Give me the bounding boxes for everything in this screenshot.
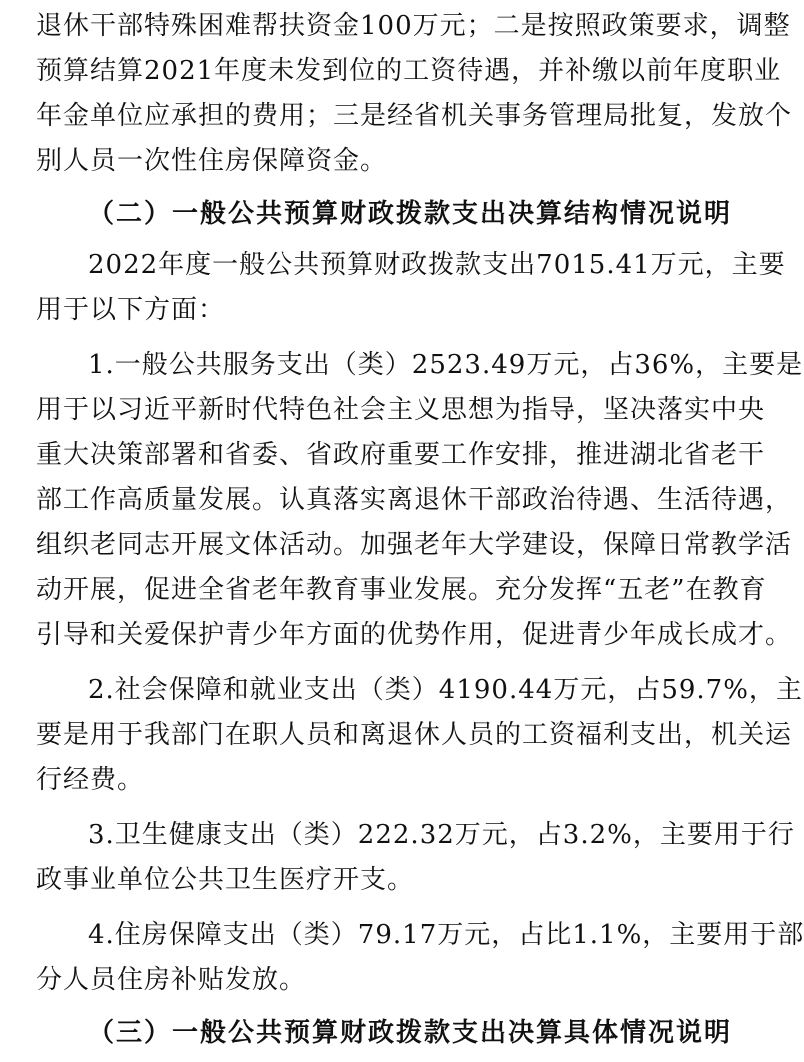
document-page xyxy=(36,4,804,1062)
text-line: 重大决策部署和省委、省政府重要工作安排，推进湖北省老干 xyxy=(36,440,766,470)
paragraph-summary xyxy=(36,243,786,333)
section-heading-2: （二）一般公共预算财政拨款支出决算结构情况说明 xyxy=(88,199,733,229)
text-line: 用于以习近平新时代特色社会主义思想为指导，坚决落实中央 xyxy=(36,395,766,425)
text-line: 1.一般公共服务支出（类）2523.49万元，占36%，主要是 xyxy=(88,350,804,380)
list-item-4 xyxy=(36,913,804,1003)
text-line: 退休干部特殊困难帮扶资金100万元；二是按照政策要求，调整 xyxy=(36,11,791,41)
text-line: 4.住房保障支出（类）79.17万元，占比1.1%，主要用于部 xyxy=(88,920,804,950)
text-line: 分人员住房补贴发放。 xyxy=(36,965,307,995)
text-line: 政事业单位公共卫生医疗开支。 xyxy=(36,865,415,895)
text-line: 3.卫生健康支出（类）222.32万元，占3.2%，主要用于行 xyxy=(88,820,795,850)
text-line: 2022年度一般公共预算财政拨款支出7015.41万元，主要 xyxy=(88,250,786,280)
text-line: 行经费。 xyxy=(36,765,145,795)
text-line: 组织老同志开展文体活动。加强老年大学建设，保障日常教学活 xyxy=(36,530,793,560)
list-item-3 xyxy=(36,813,795,903)
text-line: 用于以下方面： xyxy=(36,295,226,325)
text-line: 动开展，促进全省老年教育事业发展。充分发挥“五老”在教育 xyxy=(36,575,767,605)
text-line: 年金单位应承担的费用；三是经省机关事务管理局批复，发放个 xyxy=(36,101,793,131)
text-line: 预算结算2021年度未发到位的工资待遇，并补缴以前年度职业 xyxy=(36,56,782,86)
text-line: 别人员一次性住房保障资金。 xyxy=(36,146,388,176)
list-item-2 xyxy=(36,668,803,803)
paragraph-intro xyxy=(36,4,793,184)
section-heading-3: （三）一般公共预算财政拨款支出决算具体情况说明 xyxy=(88,1018,733,1048)
text-line: 2.社会保障和就业支出（类）4190.44万元，占59.7%，主 xyxy=(88,675,803,705)
text-line: 要是用于我部门在职人员和离退休人员的工资福利支出，机关运 xyxy=(36,720,793,750)
text-line: 部工作高质量发展。认真落实离退休干部政治待遇、生活待遇， xyxy=(36,485,793,515)
list-item-1 xyxy=(36,343,804,658)
text-line: 引导和关爱保护青少年方面的优势作用，促进青少年成长成才。 xyxy=(36,620,793,650)
